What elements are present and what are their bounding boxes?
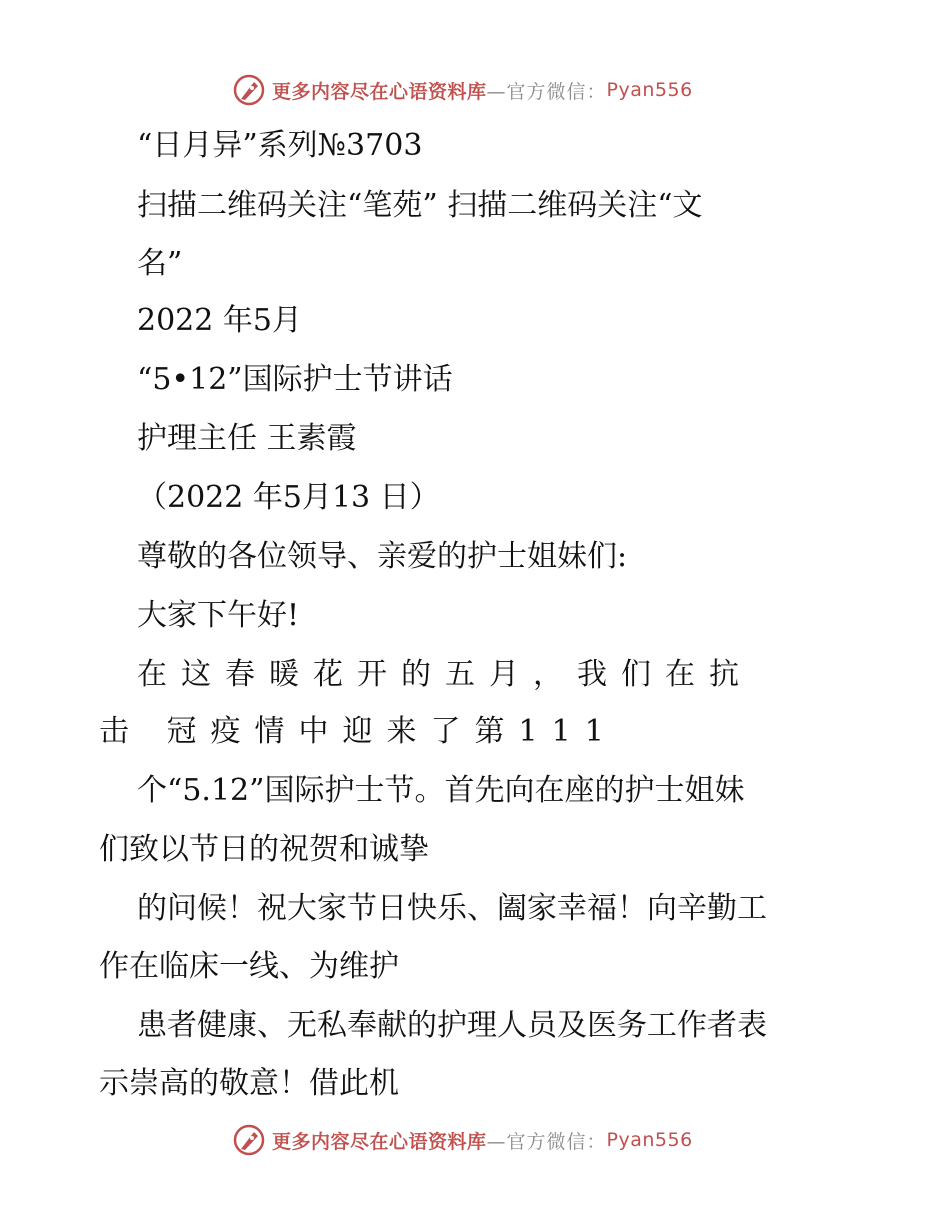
qr-code-line: 扫描二维码关注“笔苑” 扫描二维码关注“文 — [137, 188, 703, 223]
paragraph-line: 在这春暖花开的五月，我们在抗 — [137, 657, 753, 692]
paragraph-line: 个“5.12”国际护士节。首先向在座的护士姐妹 — [137, 773, 745, 808]
speech-title: “5•12”国际护士节讲话 — [137, 362, 453, 397]
watermark-separator: —官方微信： — [486, 1130, 607, 1153]
paragraph-line: 示崇高的敬意！借此机 — [99, 1066, 399, 1101]
watermark-separator: —官方微信： — [486, 80, 607, 103]
qr-code-line-continued: 名” — [137, 246, 183, 281]
watermark-wechat-id: Pyan556 — [606, 1129, 693, 1151]
paragraph-line: 作在临床一线、为维护 — [99, 949, 399, 984]
pen-nib-icon — [232, 1123, 266, 1157]
speech-date: （2022 年5月13 日） — [137, 480, 440, 515]
watermark-banner-bottom — [232, 1122, 693, 1158]
greeting: 大家下午好! — [137, 598, 300, 633]
date-line: 2022 年5月 — [137, 303, 302, 338]
paragraph-line: 们致以节日的祝贺和诚挚 — [99, 832, 429, 867]
paragraph-line: 患者健康、无私奉献的护理人员及医务工作者表 — [137, 1008, 767, 1043]
salutation: 尊敬的各位领导、亲爱的护士姐妹们: — [137, 539, 628, 574]
speech-author: 护理主任 王素霞 — [137, 421, 357, 456]
paragraph-line: 的问候！祝大家节日快乐、阖家幸福！向辛勤工 — [137, 891, 767, 926]
watermark-main-text: 更多内容尽在心语资料库 — [272, 80, 487, 103]
watermark-banner-top — [232, 72, 693, 108]
paragraph-line: 击 冠疫情中迎来了第111 — [99, 714, 618, 749]
pen-nib-icon — [232, 73, 266, 107]
series-line: “日月异”系列№3703 — [137, 128, 423, 163]
watermark-main-text: 更多内容尽在心语资料库 — [272, 1130, 487, 1153]
watermark-wechat-id: Pyan556 — [606, 79, 693, 101]
